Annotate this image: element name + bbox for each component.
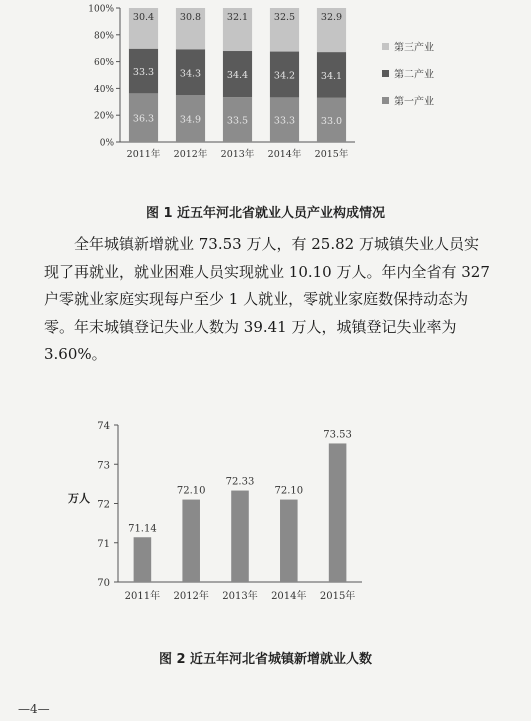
body-paragraph [44,231,504,369]
y-tick-label: 60% [93,58,114,69]
legend-swatch [382,97,389,104]
y-tick-label: 71 [97,538,110,550]
y-tick-label: 20% [93,111,114,122]
x-tick-label: 2011年 [124,591,161,602]
data-label: 72.10 [176,485,206,497]
paragraph-line: 全年城镇新增就业 73.53 万人，有 25.82 万城镇失业人员实 [74,235,479,253]
y-tick-label: 100% [88,4,114,15]
x-tick-label: 2013年 [220,149,255,160]
paragraph-line: 现了再就业，就业困难人员实现就业 10.10 万人。年内全省有 327 [44,262,490,281]
new-employment-chart [0,410,531,610]
data-label: 33.0 [320,115,343,127]
data-label: 34.4 [226,70,249,82]
paragraph-line: 户零就业家庭实现每户至少 1 人就业，零就业家庭数保持动态为 [44,290,469,308]
bar [134,537,152,582]
data-label: 30.4 [132,12,155,23]
data-label: 34.1 [320,70,343,82]
data-label: 33.3 [273,115,296,127]
data-label: 32.1 [226,12,249,23]
figure-1-caption: 图 1 近五年河北省就业人员产业构成情况 [145,206,386,221]
x-tick-label: 2013年 [222,591,258,602]
data-label: 32.9 [320,12,343,23]
paragraph-line: 3.60%。 [44,345,107,363]
y-tick-label: 72 [97,499,110,511]
legend-label: 第三产业 [394,42,434,54]
x-tick-label: 2011年 [126,149,161,160]
y-tick-label: 80% [93,31,114,42]
y-tick-label: 0% [99,138,114,149]
y-tick-label: 70 [97,578,110,589]
figure-2-caption: 图 2 近五年河北省城镇新增就业人数 [158,652,373,667]
bar [280,500,298,582]
data-label: 34.9 [179,114,202,126]
y-tick-label: 74 [97,421,110,432]
x-tick-label: 2014年 [271,591,307,602]
industry-structure-chart [0,0,531,195]
data-label: 30.8 [179,12,202,23]
bar [182,500,200,582]
y-tick-label: 73 [97,460,110,472]
x-tick-label: 2015年 [314,149,349,160]
x-tick-label: 2014年 [267,149,302,160]
data-label: 73.53 [323,429,352,441]
data-label: 36.3 [132,113,155,125]
legend-swatch [382,43,389,50]
x-tick-label: 2012年 [173,591,209,602]
y-tick-label: 40% [93,84,114,95]
data-label: 34.3 [179,68,202,80]
legend-label: 第二产业 [394,69,434,81]
bar [231,491,249,582]
page-number: —4— [18,702,50,716]
paragraph-line: 零。年末城镇登记失业人数为 39.41 万人，城镇登记失业率为 [44,317,457,336]
data-label: 32.5 [273,12,296,23]
data-label: 34.2 [273,70,296,82]
data-label: 72.33 [225,476,255,488]
x-tick-label: 2012年 [173,149,208,160]
data-label: 33.5 [226,115,249,127]
data-label: 33.3 [132,67,155,79]
x-tick-label: 2015年 [319,591,356,602]
data-label: 71.14 [128,523,157,535]
legend-label: 第一产业 [394,96,434,108]
bar [329,443,347,582]
legend-swatch [382,70,389,77]
y-axis-unit-label: 万人 [68,492,90,505]
data-label: 72.10 [274,485,304,497]
